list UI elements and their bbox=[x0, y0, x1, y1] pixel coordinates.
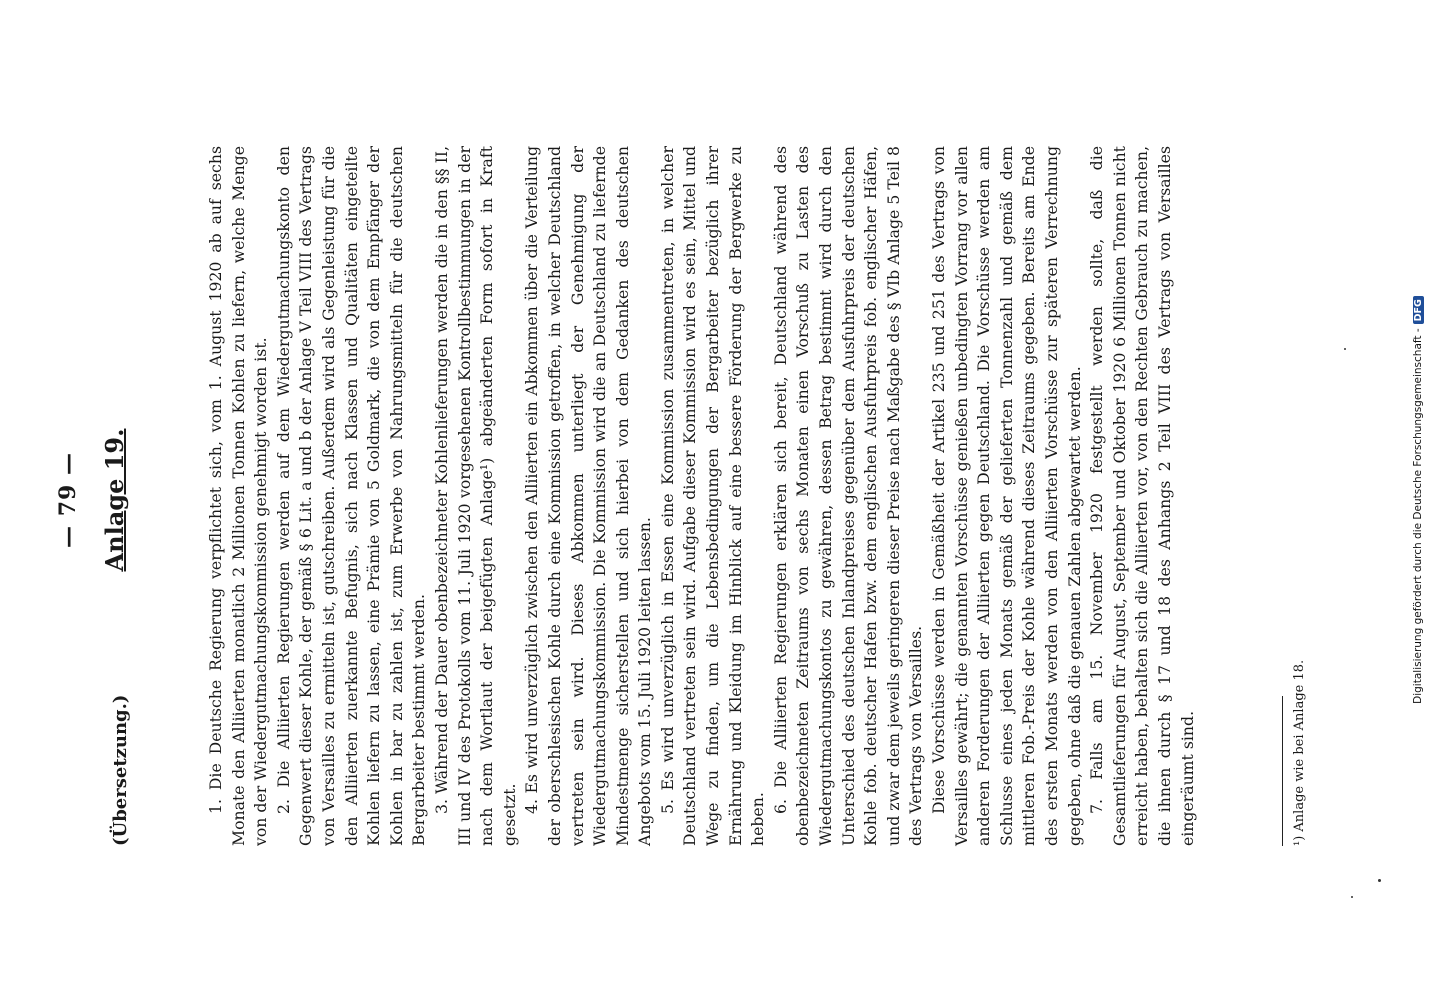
scan-speck bbox=[1351, 896, 1353, 898]
paragraph-7: 7. Falls am 15. November 1920 festgestellt werden sollte, daß die Gesamtlieferungen für August, September und Oktober 1920 6 Millionen Tonnen nicht erreicht haben, behalten sich die Alliierten vor, von den Rechten Gebrauch zu machen, die ihnen durch § 17 und 18 des Anhangs 2 Teil VIII des Vertrags von Versailles eingeräumt sind. bbox=[1087, 146, 1197, 846]
credit-text: Digitalisierung gefördert durch die Deutsche Forschungsgemeinschaft - bbox=[1412, 328, 1424, 704]
digitization-credit bbox=[1412, 0, 1424, 1000]
paragraph-6-continued: Diese Vorschüsse werden in Gemäßheit der Artikel 235 und 251 des Vertrags von Versailles gewährt; die genannten Vorschüsse genießen unbedingten Vorrang vor allen anderen Forderungen der Alliierten gegen Deutschland. Die Vorschüsse werden am Schlusse eines jeden Monats gemäß der gelieferten Tonnenzahl und gemäß dem mittleren Fob.-Preis der Kohle während dieses Zeitraums gegeben. Bereits am Ende des ersten Monats werden von den Alliierten Vorschüsse zur späteren Verrechnung gegeben, ohne daß die genauen Zahlen abgewartet werden. bbox=[929, 146, 1084, 846]
scan-speck bbox=[1378, 879, 1381, 882]
dfg-logo: DFG bbox=[1413, 296, 1424, 324]
footnote-divider bbox=[1282, 696, 1283, 846]
paragraph-3: 3. Während der Dauer obenbezeichneter Kohlenlieferungen werden die in den §§ II, III und IV des Protokolls vom 11. Juli 1920 vorgesehenen Kontrollbestimmungen in der nach dem Wortlaut der beigefügten Anlage¹) abgeänderten Form sofort in Kraft gesetzt. bbox=[431, 146, 519, 846]
paragraph-5: 5. Es wird unverzüglich in Essen eine Kommission zusammentreten, in welcher Deutschland vertreten sein wird. Aufgabe dieser Kommission wird es sein, Mittel und Wege zu finden, um die Lebensbedingungen der Bergarbeiter bezüglich ihrer Ernährung und Kleidung im Hinblick auf eine bessere Förderung der Bergwerke zu heben. bbox=[657, 146, 768, 846]
translation-label: (Übersetzung.) bbox=[110, 694, 131, 846]
footnote: ¹) Anlage wie bei Anlage 18. bbox=[1292, 659, 1307, 846]
page-number: — 79 — bbox=[55, 452, 81, 548]
paragraph-1: 1. Die Deutsche Regierung verpflichtet sich, vom 1. August 1920 ab auf sechs Monate den Alliierten monatlich 2 Millionen Tonnen Kohlen zu liefern, welche Menge von der Wiedergutmachungskommission genehmigt worden ist. bbox=[206, 146, 271, 846]
document-body bbox=[205, 146, 1199, 846]
paragraph-2: 2. Die Alliierten Regierungen werden auf dem Wiedergutmachungskonto den Gegenwert dieser Kohle, der gemäß § 6 Lit. a und b der Anlage V Teil VIII des Vertrags von Versailles zu ermitteln ist, gutschreiben. Außerdem wird als Gegenleistung für die den Alliierten zuerkannte Befugnis, sich nach Klassen und Qualitäten eingeteilte Kohlen liefern zu lassen, eine Prämie von 5 Goldmark, die von dem Empfänger der Kohlen in bar zu zahlen ist, zum Erwerbe von Nahrungsmitteln für die deutschen Bergarbeiter bestimmt werden. bbox=[273, 146, 429, 846]
scan-speck bbox=[1344, 348, 1346, 350]
annex-title: Anlage 19. bbox=[100, 428, 129, 572]
paragraph-6: 6. Die Alliierten Regierungen erklären sich bereit, Deutschland während des obenbezeichneten Zeitraums von sechs Monaten einen Vorschuß zu Lasten des Wiedergutmachungskontos zu gewähren, dessen Betrag bestimmt wird durch den Unterschied des deutschen Inlandpreises gegenüber dem Ausfuhrpreis der deutschen Kohle fob. deutscher Hafen bzw. dem englischen Ausfuhrpreis fob. englischer Häfen, und zwar dem jeweils geringeren dieser Preise nach Maßgabe des § VIb Anlage 5 Teil 8 des Vertrags von Versailles. bbox=[770, 146, 926, 846]
paragraph-4: 4. Es wird unverzüglich zwischen den Alliierten ein Abkommen über die Verteilung der oberschlesischen Kohle durch eine Kommission getroffen, in welcher Deutschland vertreten sein wird. Dieses Abkommen unterliegt der Genehmigung der Wiedergutmachungskommission. Die Kommission wird die an Deutschland zu liefernde Mindestmenge sicherstellen und sich hierbei von dem Gedanken des deutschen Angebots vom 15. Juli 1920 leiten lassen. bbox=[522, 146, 655, 846]
